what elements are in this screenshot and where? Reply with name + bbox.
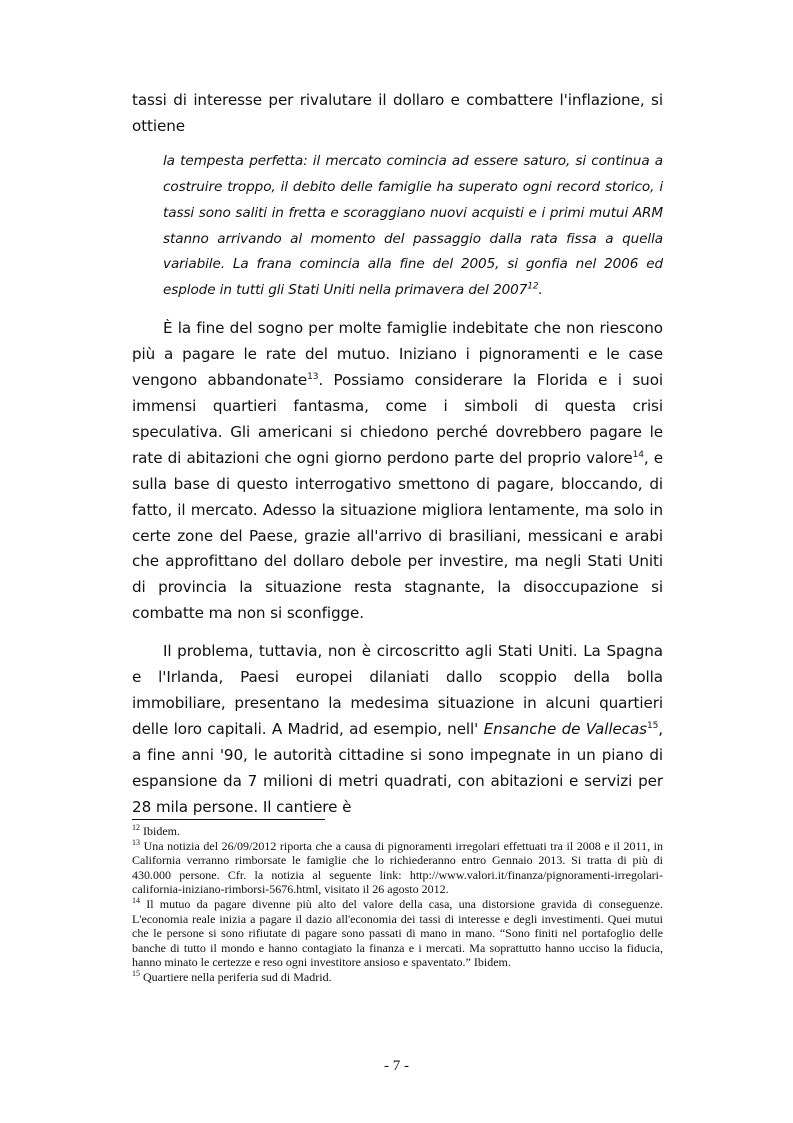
paragraph-text: , e sulla base di questo interrogativo smettono di pagare, bloccando, di fatto, il mercato. Adesso la situazione migliora lentamente, ma solo in certe zone del Paese, grazie all'arrivo di brasiliani, messicani e arabi che approfittano del dollaro debole per investire, ma negli Stati Uniti di provincia la situazione resta stagnante, la disoccupazione si combatte ma non si sconfigge. (132, 448, 664, 623)
footnote-number: 14 (132, 895, 140, 905)
paragraph-end-of-dream (132, 316, 663, 627)
footnote-15 (132, 970, 663, 985)
paragraph-text: . Possiamo considerare la Florida e i suoi immensi quartieri fantasma, come i simboli di questa crisi speculativa. Gli americani si chiedono perché dovrebbero pagare le rate di abitazioni che ogni giorno perdono parte del proprio valore (132, 371, 663, 467)
footnote-text: Ibidem. (143, 824, 180, 838)
block-quote (132, 149, 663, 304)
quote-tail: . (538, 282, 543, 299)
footnote-text: Il mutuo da pagare divenne più alto del valore della casa, una distorsione gravida di conseguenze. L'economia reale inizia a pagare il dazio all'economia dei tassi di interesse e degli investimenti. Quei mutui che le persone si sono rifiutate di pagare sono passati di mano in mano. “Sono finiti nel portafoglio delle banche di tutto il mondo e hanno contagiato la finanza e i mercati. Ma soprattutto hanno ucciso la fiducia, hanno minato le certezze e reso ogni investitore ansioso e spaventato.” Ibidem. (132, 896, 663, 970)
footnote-text: Quartiere nella periferia sud di Madrid. (143, 969, 332, 984)
page-number: - 7 - (384, 1058, 409, 1074)
footnote-text: Una notizia del 26/09/2012 riporta che a causa di pignoramenti irregolari effettuati tra il 2008 e il 2011, in California verranno rimborsate le famiglie che lo richiederanno entro Gennaio 2013. Si tratta di più di 430.000 persone. Cfr. la notizia al seguente link: http://www.valori.it/finanza/pignoramenti-irregolari-california-iniziano-rimborsi-5676.html, visitato il 26 agosto 2012. (132, 838, 663, 897)
footnote-ref-15[interactable]: 15 (647, 720, 659, 731)
footnote-ref-12[interactable]: 12 (527, 281, 539, 292)
footnote-ref-13[interactable]: 13 (307, 372, 319, 382)
quote-text: la tempesta perfetta: il mercato comincia ad essere saturo, si continua a costruire troppo, il debito delle famiglie ha superato ogni record storico, i tassi sono saliti in fretta e scoraggiano nuovi acquisti e i primi mutui ARM stanno arrivando al momento del passaggio dalla rata fissa a quella variabile. La frana comincia alla fine del 2005, si gonfia nel 2006 ed esplode in tutti gli Stati Uniti nella primavera del 2007 (163, 152, 663, 299)
footnote-12 (132, 824, 663, 839)
place-name-emphasis: Ensanche de Vallecas (483, 719, 647, 738)
paragraph-text: , a fine anni '90, le autorità cittadine si sono impegnate in un piano di espansione da 7 milioni di metri quadrati, con abitazioni e servizi per 28 mila persone. Il cantiere è (132, 719, 663, 816)
footnote-number: 12 (132, 823, 140, 832)
paragraph-text: È la fine del sogno per molte famiglie indebitate che non riescono più a pagare le rate del mutuo. Iniziano i pignoramenti e le case vengono abbandonate (132, 319, 663, 390)
main-text (132, 88, 663, 820)
footnote-number: 15 (132, 968, 140, 978)
paragraph-text: Il problema, tuttavia, non è circoscritto agli Stati Uniti. La Spagna e l'Irlanda, Paesi europei dilaniati dallo scoppio della bolla immobiliare, presentano la medesima situazione in alcuni quartieri delle loro capitali. A Madrid, ad esempio, nell' (132, 642, 663, 738)
footnotes (132, 824, 663, 985)
footnote-ref-14[interactable]: 14 (632, 449, 644, 460)
footnote-13 (132, 839, 663, 897)
paragraph-continuation: tassi di interesse per rivalutare il dollaro e combattere l'inflazione, si ottiene (132, 91, 663, 135)
footnote-number: 13 (132, 837, 140, 847)
footnote-separator (132, 819, 325, 820)
paragraph-spain-ireland (132, 639, 663, 820)
footnote-14 (132, 897, 663, 970)
